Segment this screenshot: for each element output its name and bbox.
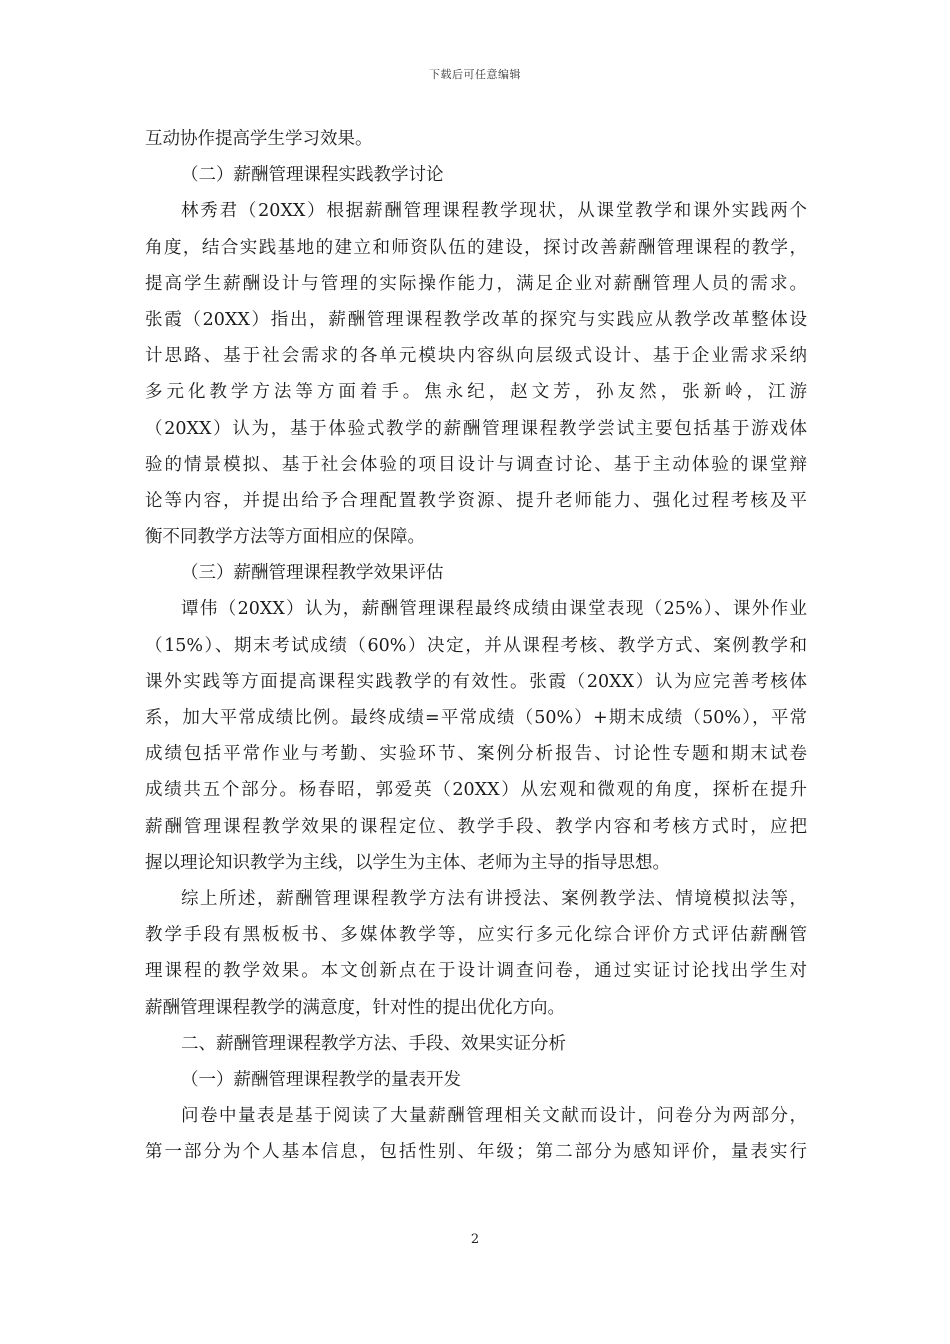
- paragraph-line: 衡不同教学方法等方面相应的保障。: [145, 527, 425, 548]
- paragraph-line: 教学手段有黑板板书、多媒体教学等，应实行多元化综合评价方式评估薪酬管: [145, 925, 807, 946]
- section-heading: 二、薪酬管理课程教学方法、手段、效果实证分析: [181, 1033, 566, 1054]
- paragraph-line: 握以理论知识教学为主线，以学生为主体、老师为主导的指导思想。: [145, 852, 670, 873]
- paragraph-line: 成绩包括平常作业与考勤、实验环节、案例分析报告、讨论性专题和期末试卷: [145, 744, 807, 765]
- paragraph-line: 角度，结合实践基地的建立和师资队伍的建设，探讨改善薪酬管理课程的教学，: [145, 237, 807, 258]
- paragraph-line: 张霞（20XX）指出，薪酬管理课程教学改革的探究与实践应从教学改革整体设: [145, 309, 807, 330]
- paragraph-line: 课外实践等方面提高课程实践教学的有效性。张霞（20XX）认为应完善考核体: [145, 671, 807, 692]
- paragraph-line: 林秀君（20XX）根据薪酬管理课程教学现状，从课堂教学和课外实践两个: [181, 201, 807, 222]
- paragraph-line: 综上所述，薪酬管理课程教学方法有讲授法、案例教学法、情境模拟法等，: [181, 888, 807, 909]
- paragraph-line: 验的情景模拟、基于社会体验的项目设计与调查讨论、基于主动体验的课堂辩: [145, 454, 807, 475]
- paragraph-line: 成绩共五个部分。杨春昭，郭爱英（20XX）从宏观和微观的角度，探析在提升: [145, 780, 807, 801]
- paragraph-line: 互动协作提高学生学习效果。: [145, 129, 373, 149]
- paragraph-line: 问卷中量表是基于阅读了大量薪酬管理相关文献而设计，问卷分为两部分，: [181, 1106, 807, 1127]
- paragraph-line: 系，加大平常成绩比例。最终成绩=平常成绩（50%）+期末成绩（50%），平常: [145, 708, 807, 728]
- page-number: 2: [470, 1232, 480, 1247]
- section-heading: （一）薪酬管理课程教学的量表开发: [181, 1069, 461, 1090]
- section-heading: （二）薪酬管理课程实践教学讨论: [181, 165, 444, 186]
- paragraph-line: 薪酬管理课程教学的满意度，针对性的提出优化方向。: [145, 997, 565, 1018]
- paragraph-line: 论等内容，并提出给予合理配置教学资源、提升老师能力、强化过程考核及平: [145, 490, 807, 511]
- section-heading: （三）薪酬管理课程教学效果评估: [181, 563, 444, 584]
- paragraph-line: 理课程的教学效果。本文创新点在于设计调查问卷，通过实证讨论找出学生对: [145, 961, 807, 982]
- page-header: 下载后可任意编辑: [429, 68, 521, 81]
- paragraph-line: 计思路、基于社会需求的各单元模块内容纵向层级式设计、基于企业需求采纳: [145, 346, 807, 367]
- paragraph-line: 薪酬管理课程教学效果的课程定位、教学手段、教学内容和考核方式时，应把: [145, 816, 807, 837]
- paragraph-line: （15%）、期末考试成绩（60%）决定，并从课程考核、教学方式、案例教学和: [145, 635, 807, 656]
- document-body: [145, 121, 807, 1170]
- paragraph-line: 第一部分为个人基本信息，包括性别、年级；第二部分为感知评价，量表实行: [145, 1142, 807, 1163]
- paragraph-line: （20XX）认为，基于体验式教学的薪酬管理课程教学尝试主要包括基于游戏体: [145, 418, 807, 439]
- paragraph-line: 多元化教学方法等方面着手。焦永纪，赵文芳，孙友然，张新岭，江游: [145, 382, 807, 403]
- paragraph-line: 提高学生薪酬设计与管理的实际操作能力，满足企业对薪酬管理人员的需求。: [145, 273, 807, 294]
- paragraph-line: 谭伟（20XX）认为，薪酬管理课程最终成绩由课堂表现（25%）、课外作业: [181, 599, 807, 620]
